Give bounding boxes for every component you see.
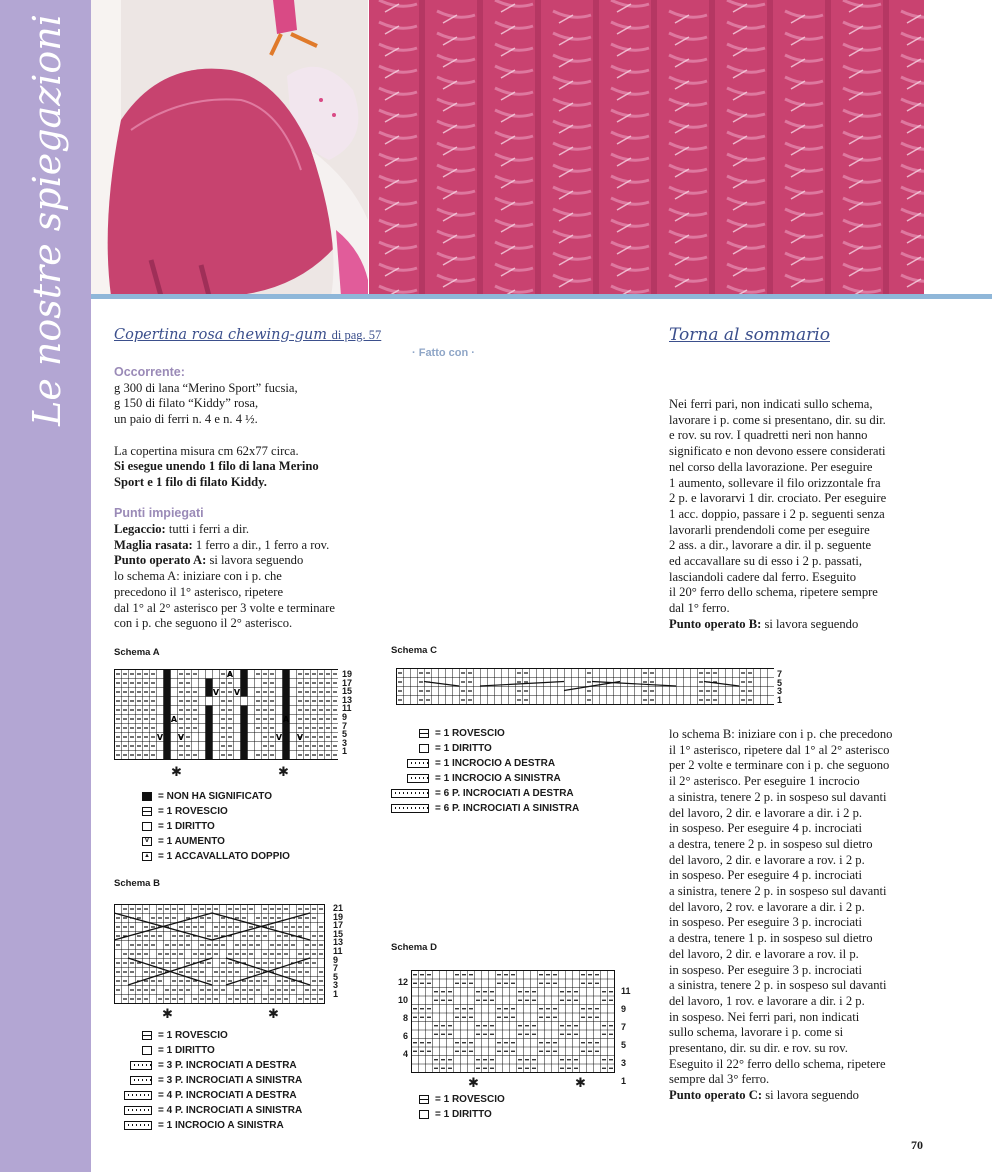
schema-d-legend — [391, 1092, 505, 1122]
bold-lead: Punto operato B: — [669, 616, 762, 631]
legend-symbol-icon — [124, 1121, 152, 1130]
schema-b-legend — [114, 1028, 302, 1133]
text-line — [669, 758, 969, 774]
legend-row — [114, 789, 290, 804]
occorrente-heading: Occorrente: — [114, 365, 185, 379]
legend-symbol-icon — [130, 1061, 152, 1070]
legend-row — [114, 1103, 302, 1118]
legend-label: = 1 AUMENTO — [158, 836, 225, 847]
text-line — [669, 397, 969, 413]
line-text: il 20° ferro dello schema, ripetere sempre — [669, 585, 878, 600]
text-line — [114, 522, 374, 538]
text-line — [669, 585, 969, 601]
line-text: si lavora seguendo — [762, 1088, 859, 1103]
text-line — [669, 554, 969, 570]
legend-symbol-icon — [130, 1076, 152, 1085]
legend-row — [114, 834, 290, 849]
text-line — [114, 585, 374, 601]
row-number: 13 — [342, 694, 353, 705]
line-text: in sospeso. Per eseguire 4 p. incrociati — [669, 821, 863, 836]
svg-text:A: A — [282, 715, 290, 724]
legend-row — [114, 804, 290, 819]
legend-symbol-icon — [419, 744, 429, 753]
line-text: 1 acc. doppio, passare i 2 p. seguenti senza — [669, 506, 885, 521]
text-line — [669, 507, 969, 523]
bold-lead: Maglia rasata: — [114, 537, 193, 552]
row-number: 17 — [342, 677, 353, 688]
line-text: Eseguito il 22° ferro dello schema, ripetere — [669, 1056, 886, 1071]
text-line — [669, 491, 969, 507]
legend-label: = 4 P. INCROCIATI A DESTRA — [158, 1090, 297, 1101]
row-number: 5 — [333, 971, 339, 982]
line-text: del lavoro, 2 dir. e lavorare a rov. il p. — [669, 946, 859, 961]
page-reference[interactable]: di pag. 57 — [331, 328, 382, 342]
text-line — [669, 931, 969, 947]
line-text: lavorarli prendendoli come per eseguire — [669, 522, 870, 537]
legend-symbol-icon — [407, 759, 429, 768]
material-line: g 300 di lana “Merino Sport” fucsia, — [114, 380, 298, 395]
legend-label: = 1 ROVESCIO — [158, 806, 228, 817]
schema-d-chart — [411, 970, 617, 1074]
line-text: in sospeso. Per eseguire 3 p. incrociati — [669, 962, 863, 977]
text-line — [669, 947, 969, 963]
legend-symbol-icon — [419, 1110, 429, 1119]
svg-text:V: V — [156, 733, 164, 742]
text-line — [114, 569, 374, 585]
asterisk-marker: ✱ — [268, 1007, 279, 1022]
line-text: si lavora seguendo — [761, 616, 859, 631]
row-number: 8 — [402, 1013, 408, 1023]
row-number: 4 — [402, 1049, 408, 1059]
legend-row — [114, 819, 290, 834]
legend-label: = 1 ACCAVALLATO DOPPIO — [158, 851, 290, 862]
legend-symbol-icon — [391, 789, 429, 798]
row-number: 5 — [777, 677, 783, 688]
legend-label: = 6 P. INCROCIATI A SINISTRA — [435, 803, 580, 814]
legend-symbol-icon: v — [142, 837, 152, 846]
text-line — [669, 821, 969, 837]
schema-c-title: Schema C — [391, 645, 437, 656]
line-text: presentano, dir. su dir. e rov. su rov. — [669, 1041, 848, 1056]
legend-label: = 4 P. INCROCIATI A SINISTRA — [158, 1105, 303, 1116]
line-text: precedono il 1° asterisco, ripetere — [114, 584, 284, 599]
text-line — [669, 868, 969, 884]
line-text: significato e non devono essere considerati — [669, 444, 886, 459]
legend-symbol-icon — [142, 822, 152, 831]
row-number: 7 — [333, 963, 339, 974]
legend-row — [114, 1058, 302, 1073]
text-line — [669, 774, 969, 790]
legend-label: = NON HA SIGNIFICATO — [158, 791, 272, 802]
material-line: g 150 di filato “Kiddy” rosa, — [114, 396, 259, 411]
row-number: 7 — [621, 1022, 627, 1032]
legend-symbol-icon — [407, 774, 429, 783]
line-text: 2 p. e lavorarvi 1 dir. crociato. Per eseguire — [669, 491, 887, 506]
text-line — [669, 963, 969, 979]
row-number: 3 — [621, 1058, 627, 1068]
schema-a-chart — [114, 669, 338, 761]
text-line — [669, 428, 969, 444]
legend-row — [114, 1028, 302, 1043]
legend-symbol-icon — [142, 1031, 152, 1040]
asterisk-marker: ✱ — [171, 765, 182, 780]
row-number: 1 — [777, 694, 783, 705]
legend-label: = 1 DIRITTO — [158, 1045, 215, 1056]
line-text: e rov. su rov. I quadretti neri non hanno — [669, 428, 868, 443]
asterisk-marker: ✱ — [468, 1076, 479, 1091]
text-line — [114, 553, 374, 569]
legend-row — [114, 1043, 302, 1058]
text-line — [669, 570, 969, 586]
line-text: Nei ferri pari, non indicati sullo schema, — [669, 397, 873, 411]
text-line — [669, 994, 969, 1010]
legend-row — [114, 1088, 302, 1103]
page-number: 70 — [911, 1138, 923, 1152]
legend-label: = 1 ROVESCIO — [435, 728, 505, 739]
line-text: del lavoro, 2 rov. e lavorare a dir. i 2 p. — [669, 899, 865, 914]
row-number: 9 — [333, 954, 339, 965]
schema-b-row-numbers — [333, 904, 343, 999]
punti-heading: Punti impiegati — [114, 506, 204, 521]
legend-row — [114, 849, 290, 864]
line-text: 1 ferro a dir., 1 ferro a rov. — [192, 537, 330, 552]
sidebar — [0, 0, 91, 1172]
schema-c-legend — [391, 726, 579, 816]
line-text: a destra, tenere 2 p. in sospeso sul dietro — [669, 836, 873, 851]
line-text: dal 1° al 2° asterisco per 3 volte e terminare — [114, 600, 335, 615]
bold-lead: Punto operato A: — [114, 553, 207, 568]
svg-text:V: V — [233, 688, 241, 697]
line-text: a sinistra, tenere 2 p. in sospeso sul davanti — [669, 978, 887, 993]
back-to-index-link[interactable]: Torna al sommario — [669, 325, 830, 345]
text-line — [669, 1010, 969, 1026]
text-line — [669, 476, 969, 492]
text-line — [669, 1025, 969, 1041]
line-text: a sinistra, tenere 2 p. in sospeso sul davanti — [669, 789, 887, 804]
svg-text:V: V — [177, 733, 185, 742]
row-number: 6 — [402, 1031, 408, 1041]
instructions-right-bottom — [669, 727, 969, 1104]
legend-row — [114, 1073, 302, 1088]
row-number: 10 — [397, 995, 408, 1005]
schema-c-row-numbers — [777, 670, 782, 704]
schema-b-chart — [114, 904, 330, 1004]
legend-row — [391, 801, 579, 816]
line-text: 2 ass. a dir., lavorare a dir. il p. seguente — [669, 538, 872, 553]
row-number: 1 — [621, 1076, 627, 1086]
line-text: con i p. che seguono il 2° asterisco. — [114, 616, 293, 631]
method-line: Si esegue unendo 1 filo di lana Merino — [114, 459, 319, 474]
section-label: · Fatto con · — [412, 347, 475, 359]
line-text: il 2° asterisco. Per eseguire 1 incrocio — [669, 774, 860, 789]
line-text: per 2 volte e terminare con i p. che seguono — [669, 758, 890, 773]
svg-text:A: A — [226, 670, 234, 679]
line-text: 1 aumento, sollevare il filo orizzontale fra — [669, 475, 881, 490]
svg-text:V: V — [212, 688, 220, 697]
line-text: in sospeso. Per eseguire 3 p. incrociati — [669, 915, 863, 930]
stitch-instructions — [114, 522, 374, 632]
legend-row — [391, 1092, 505, 1107]
svg-text:V: V — [275, 733, 283, 742]
text-line — [114, 538, 374, 554]
row-number: 11 — [333, 945, 343, 956]
text-line — [669, 743, 969, 759]
text-line — [669, 601, 969, 617]
text-line — [669, 915, 969, 931]
row-number: 15 — [333, 928, 344, 939]
row-number: 9 — [342, 711, 348, 722]
legend-row — [114, 1118, 302, 1133]
line-text: lasciandoli cadere dal ferro. Eseguito — [669, 569, 857, 584]
line-text: a destra, tenere 1 p. in sospeso sul dietro — [669, 931, 873, 946]
text-line — [669, 806, 969, 822]
text-line — [669, 1072, 969, 1088]
legend-label: = 1 INCROCIO A DESTRA — [435, 758, 556, 769]
line-text: ed accavallare su di esso i 2 p. passati, — [669, 554, 863, 569]
row-number: 19 — [342, 669, 353, 679]
line-text: del lavoro, 1 rov. e lavorare a dir. i 2 p. — [669, 993, 865, 1008]
text-line — [669, 900, 969, 916]
line-text: lo schema B: iniziare con i p. che precedono — [669, 727, 893, 741]
text-line — [669, 1057, 969, 1073]
legend-row — [391, 771, 579, 786]
text-line — [669, 617, 969, 633]
row-number: 11 — [621, 986, 631, 996]
instructions-right-top — [669, 397, 969, 633]
legend-symbol-icon — [142, 1046, 152, 1055]
schema-b-title: Schema B — [114, 878, 160, 889]
legend-label: = 1 DIRITTO — [435, 743, 492, 754]
bold-lead: Legaccio: — [114, 522, 166, 536]
line-text: in sospeso. Nei ferri pari, non indicati — [669, 1009, 860, 1024]
size-line: La copertina misura cm 62x77 circa. — [114, 443, 299, 458]
row-number: 17 — [333, 920, 344, 931]
row-number: 3 — [342, 737, 348, 748]
row-number: 3 — [777, 686, 783, 697]
text-line — [114, 601, 374, 617]
legend-symbol-icon — [419, 1095, 429, 1104]
text-line — [669, 853, 969, 869]
text-line — [669, 460, 969, 476]
line-text: del lavoro, 2 dir. e lavorare a dir. i 2 p. — [669, 805, 863, 820]
line-text: dal 1° ferro. — [669, 601, 730, 616]
photo-blanket-on-chair — [91, 0, 368, 296]
row-number: 7 — [342, 720, 348, 731]
legend-label: = 1 INCROCIO A SINISTRA — [435, 773, 561, 784]
line-text: nel corso della lavorazione. Per eseguire — [669, 459, 873, 474]
row-number: 1 — [342, 746, 348, 757]
legend-symbol-icon — [419, 729, 429, 738]
text-line — [669, 884, 969, 900]
row-number: 9 — [621, 1004, 627, 1014]
legend-label: = 1 ROVESCIO — [158, 1030, 228, 1041]
legend-label: = 3 P. INCROCIATI A DESTRA — [158, 1060, 297, 1071]
line-text: lavorare i p. come si presentano, dir. su dir. — [669, 412, 886, 427]
legend-label: = 1 DIRITTO — [435, 1109, 492, 1120]
legend-row — [391, 726, 579, 741]
legend-row — [391, 1107, 505, 1122]
materials-block — [114, 365, 374, 632]
svg-text:V: V — [296, 733, 304, 742]
schema-a-legend — [114, 789, 290, 864]
text-line — [669, 1041, 969, 1057]
line-text: il 1° asterisco, ripetere dal 1° al 2° asterisco — [669, 742, 890, 757]
line-text: lo schema A: iniziare con i p. che — [114, 569, 282, 584]
schema-a-row-numbers — [342, 670, 352, 756]
line-text: si lavora seguendo — [206, 553, 304, 568]
legend-symbol-icon: ▲ — [142, 852, 152, 861]
material-line: un paio di ferri n. 4 e n. 4 ½. — [114, 412, 258, 427]
svg-text:A: A — [170, 715, 178, 724]
photo-stitch-closeup — [369, 0, 924, 296]
legend-row — [391, 786, 579, 801]
bold-lead: Punto operato C: — [669, 1088, 763, 1103]
schema-c-chart — [396, 668, 774, 706]
legend-label: = 6 P. INCROCIATI A DESTRA — [435, 788, 574, 799]
legend-label: = 1 ROVESCIO — [435, 1094, 505, 1105]
row-number: 5 — [342, 729, 348, 740]
legend-label: = 3 P. INCROCIATI A SINISTRA — [158, 1075, 303, 1086]
line-text: del lavoro, 2 dir. e lavorare a rov. i 2 p. — [669, 852, 865, 867]
text-line — [669, 523, 969, 539]
schema-a-title: Schema A — [114, 647, 160, 658]
line-text: in sospeso. Per eseguire 4 p. incrociati — [669, 868, 863, 883]
text-line — [669, 1088, 969, 1104]
row-number: 1 — [333, 988, 339, 999]
row-number: 13 — [333, 937, 344, 948]
row-number: 3 — [333, 980, 339, 991]
section-divider — [91, 294, 992, 299]
asterisk-marker: ✱ — [575, 1076, 586, 1091]
text-line — [669, 837, 969, 853]
line-text: sullo schema, lavorare i p. come si — [669, 1025, 844, 1040]
sidebar-title: Le nostre spiegazioni — [25, 14, 69, 426]
line-text: a sinistra, tenere 2 p. in sospeso sul davanti — [669, 884, 887, 899]
asterisk-marker: ✱ — [162, 1007, 173, 1022]
article-title[interactable]: Copertina rosa chewing-gum di pag. 57 — [114, 327, 382, 343]
legend-symbol-icon — [391, 804, 429, 813]
method-line: Sport e 1 filo di filato Kiddy. — [114, 474, 267, 489]
text-line — [669, 727, 969, 743]
row-number: 12 — [397, 977, 408, 987]
legend-symbol-icon — [142, 792, 152, 801]
text-line — [669, 790, 969, 806]
text-line — [669, 538, 969, 554]
text-line — [669, 444, 969, 460]
text-line — [669, 978, 969, 994]
text-line — [114, 616, 374, 632]
schema-d-title: Schema D — [391, 942, 437, 953]
row-number: 7 — [777, 669, 783, 679]
row-number: 19 — [333, 911, 344, 922]
line-text: tutti i ferri a dir. — [165, 522, 250, 536]
legend-symbol-icon — [124, 1106, 152, 1115]
row-number: 21 — [333, 903, 344, 913]
row-number: 15 — [342, 686, 353, 697]
asterisk-marker: ✱ — [278, 765, 289, 780]
schema-d-row-numbers-right — [621, 982, 631, 1090]
row-number: 5 — [621, 1040, 627, 1050]
text-line — [669, 413, 969, 429]
line-text: sempre dal 3° ferro. — [669, 1072, 770, 1087]
schema-d-row-numbers-left — [394, 973, 408, 1063]
legend-label: = 1 INCROCIO A SINISTRA — [158, 1120, 284, 1131]
legend-symbol-icon — [124, 1091, 152, 1100]
legend-symbol-icon — [142, 807, 152, 816]
legend-row — [391, 756, 579, 771]
row-number: 11 — [342, 703, 352, 714]
legend-row — [391, 741, 579, 756]
legend-label: = 1 DIRITTO — [158, 821, 215, 832]
